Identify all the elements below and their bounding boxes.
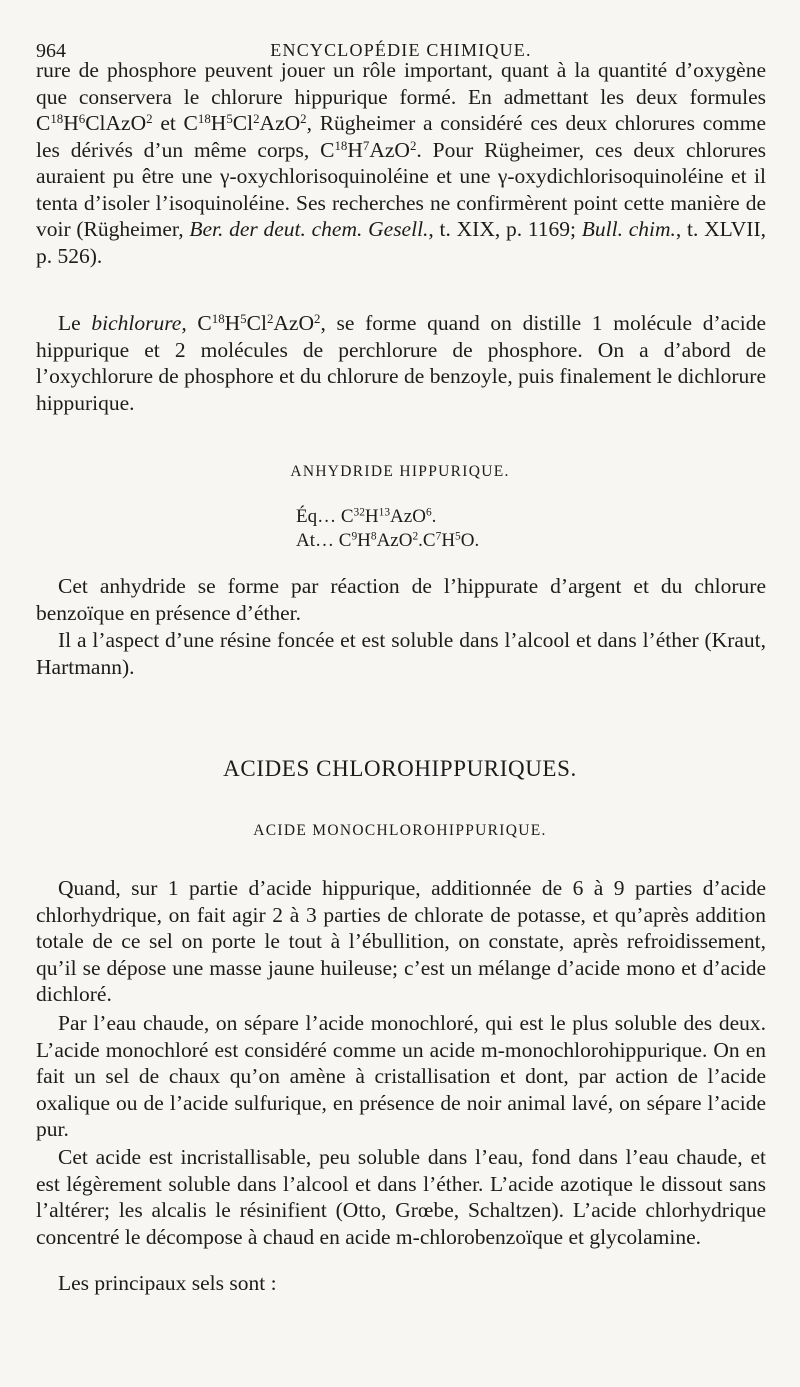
anhydride-paragraph-2: Il a l’aspect d’une résine foncée et est soluble dans l’alcool et dans l’éther (Kraut, Hartmann). bbox=[36, 628, 766, 679]
bichlorure-paragraph: Le bichlorure, $C^{18}H^5Cl^2AzO^2$, se forme quand on distille 1 molécule d’acide hippurique et 2 molécules de perchlorure de phosphore. On a d’abord de l’oxychlorure de phosphore et du chlorure de benzoyle, puis finalement le dichlorure hippurique. bbox=[36, 311, 766, 415]
intro-paragraph: rure de phosphore peuvent jouer un rôle important, quant à la quantité d’oxygène que conservera le chlorure hippurique formé. En admettant les deux formules $C^{18}H^6ClAzO^2$ et $C^{18}H^5Cl^2AzO^2$, Rügheimer a considéré ces deux chlorures comme les dérivés d’un même corps, $C^{18}H^7AzO^2$. Pour Rügheimer, ces deux chlorures auraient pu être une γ-oxychlorisoquinoléine et une γ-oxydichlorisoquinoléine et il tenta d’isoler l’isoquinoléine. Ses recherches ne confirmèrent point cette manière de voir (Rügheimer, Ber. der deut. chem. Gesell., t. XIX, p. 1169; Bull. chim., t. XLVII, p. 526). bbox=[36, 58, 766, 268]
formula-equivalent: Éq… $C^{32}H^{13}AzO^6$. bbox=[296, 506, 437, 527]
section-title: ACIDES CHLOROHIPPURIQUES. bbox=[223, 756, 577, 781]
anhydride-paragraph-1: Cet anhydride se forme par réaction de l’hippurate d’argent et du chlorure benzoïque en présence d’éther. bbox=[36, 574, 766, 625]
monochloro-heading: ACIDE MONOCHLOROHIPPURIQUE. bbox=[253, 822, 547, 839]
running-title: ENCYCLOPÉDIE CHIMIQUE. bbox=[270, 40, 532, 60]
monochloro-paragraph-3: Cet acide est incristallisable, peu soluble dans l’eau, fond dans l’eau chaude, et est légèrement soluble dans l’alcool et dans l’éther. L’acide azotique le dissout sans l’altérer; les alcalis le résinifient (Otto, Grœbe, Schaltzen). L’acide chlorhydrique concentré le décompose à chaud en acide m-chlorobenzoïque et glycolamine. bbox=[36, 1145, 766, 1249]
page-number: 964 bbox=[36, 40, 66, 62]
anhydride-heading: ANHYDRIDE HIPPURIQUE. bbox=[290, 463, 510, 480]
monochloro-paragraph-4: Les principaux sels sont : bbox=[58, 1271, 277, 1295]
monochloro-paragraph-2: Par l’eau chaude, on sépare l’acide monochloré, qui est le plus soluble des deux. L’acide monochloré est considéré comme un acide m-monochlorohippurique. On en fait un sel de chaux qu’on amène à cristallisation et dont, par action de l’acide oxalique ou de l’acide sulfurique, en présence de noir animal lavé, on sépare l’acide pur. bbox=[36, 1011, 766, 1141]
formula-atomic: At… $C^9H^8AzO^2.C^7H^5O$. bbox=[296, 530, 480, 551]
monochloro-paragraph-1: Quand, sur 1 partie d’acide hippurique, additionnée de 6 à 9 parties d’acide chlorhydrique, on fait agir 2 à 3 parties de chlorate de potasse, et qu’après addition totale de ce sel on porte le tout à l’ébullition, on constate, après refroidissement, qu’il se dépose une masse jaune huileuse; c’est un mélange d’acide mono et d’acide dichloré. bbox=[36, 876, 766, 1006]
